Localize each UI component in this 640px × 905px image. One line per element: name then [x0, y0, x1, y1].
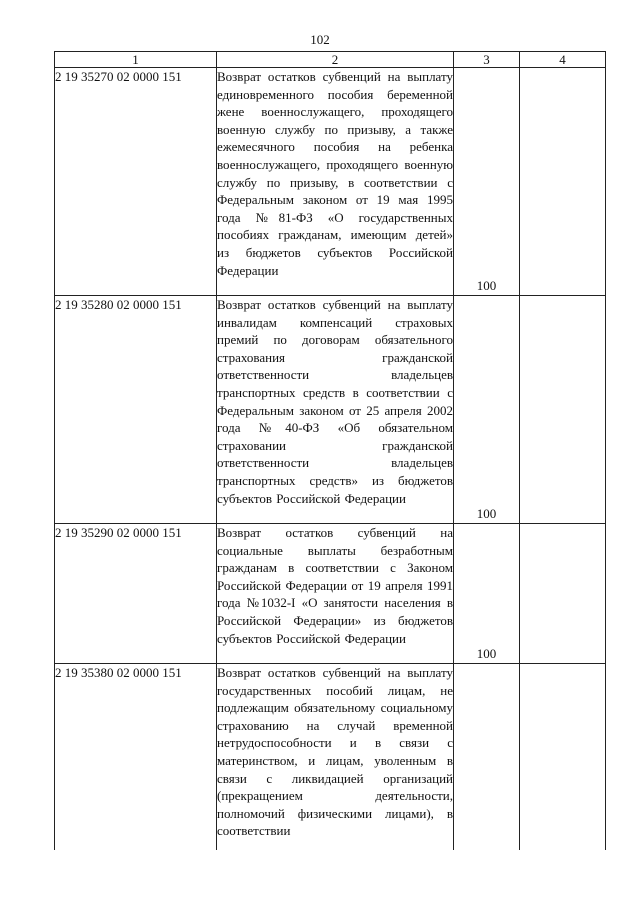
description-text: Возврат остатков субвенций на выплату инвалидам компенсаций страховых премий по договорам обязательного страхования гражданской ответственности владельцев транспортных средств в соответствии с Федеральным законом от 25 апреля 2002 года №40-ФЗ «Об обязательном страховании гражданской ответственности владельцев транспортных средств» из бюджетов субъектов Российской Федерации: [217, 297, 453, 506]
description-cell: [217, 524, 454, 664]
table-row: [55, 524, 606, 664]
column-header-3: 3: [454, 52, 520, 68]
amount-cell: 100: [454, 296, 520, 524]
description-cell: [217, 664, 454, 850]
table-header-row: [55, 52, 606, 68]
description-text: Возврат остатков субвенций на выплату единовременного пособия беременной жене военнослужащего, проходящего военную службу по призыву, а также ежемесячного пособия на ребенка военнослужащего, проходящего военную службу по призыву, в соответствии с Федеральным законом от 19 мая 1995 года №81-ФЗ «О государственных пособиях гражданам, имеющим детей» из бюджетов субъектов Российской Федерации: [217, 69, 453, 278]
table-row: [55, 68, 606, 296]
page-number: 102: [310, 32, 330, 47]
budget-code-cell: 2 19 35380 02 0000 151: [55, 664, 217, 850]
amount-cell: 100: [454, 524, 520, 664]
description-text: Возврат остатков субвенций на выплату государственных пособий лицам, не подлежащим обязательному социальному страхованию на случай временной нетрудоспособности и в связи с материнством, и лицам, уволенным в связи с ликвидацией организаций (прекращением деятельности, полномочий физическими лицами), в соответствии: [217, 665, 453, 839]
table-row: [55, 296, 606, 524]
amount-cell: 100: [454, 68, 520, 296]
description-text: Возврат остатков субвенций на социальные выплаты безработным гражданам в соответствии с Законом Российской Федерации от 19 апреля 1991 года №1032-I «О занятости населения в Российской Федерации» из бюджетов субъектов Российской Федерации: [217, 525, 453, 646]
description-cell: [217, 296, 454, 524]
column-header-2: 2: [217, 52, 454, 68]
empty-cell: [520, 296, 606, 524]
amount-cell: [454, 664, 520, 850]
description-cell: [217, 68, 454, 296]
column-header-4: 4: [520, 52, 606, 68]
budget-code-cell: 2 19 35270 02 0000 151: [55, 68, 217, 296]
budget-code-cell: 2 19 35290 02 0000 151: [55, 524, 217, 664]
column-header-1: 1: [55, 52, 217, 68]
empty-cell: [520, 68, 606, 296]
table-row: [55, 664, 606, 850]
budget-classification-table: [54, 51, 606, 850]
empty-cell: [520, 524, 606, 664]
empty-cell: [520, 664, 606, 850]
budget-code-cell: 2 19 35280 02 0000 151: [55, 296, 217, 524]
